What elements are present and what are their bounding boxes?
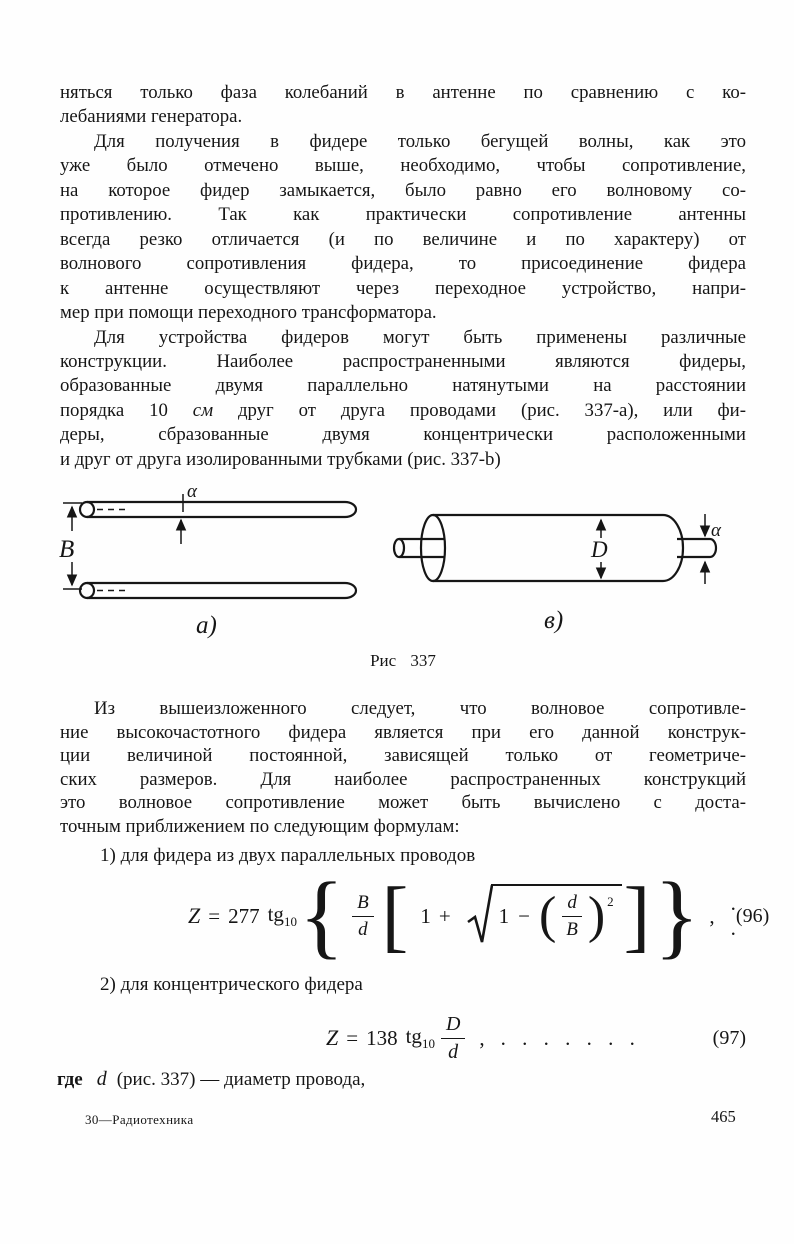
formula97-function (406, 1024, 435, 1052)
bottom-wire (87, 583, 356, 598)
exponent-2: 2 (607, 894, 614, 909)
text-line: деры, сбразованные двумя концентрически расположенными (60, 424, 746, 446)
equals-sign: = (346, 1025, 359, 1050)
fraction-b-over-d (352, 892, 374, 941)
list-item-2: 2) для концентрического фидера (100, 974, 363, 995)
formula97-z: Z (326, 1025, 339, 1050)
signature-mark: 30—Радиотехника (85, 1112, 194, 1127)
fig-a-caption: а) (196, 612, 217, 639)
comma: , (709, 903, 715, 928)
fn-subscript: 10 (421, 1036, 435, 1052)
radicand: 1 − ( $\frac{d}{B}$ ) 2 (491, 884, 622, 942)
square-root (467, 884, 622, 948)
text-line: на которое фидер замыкается, было равно его волновому со- (60, 179, 746, 201)
fraction-d-over-b (562, 892, 582, 941)
text-line: Из вышеизложенного следует, что волновое сопротивле- (94, 698, 746, 719)
equation-number-97: (97) (712, 1026, 746, 1049)
comma: , (479, 1025, 485, 1050)
formula97-coefficient: 138 (366, 1025, 398, 1050)
top-wire-end (80, 502, 94, 517)
text-line: уже было отмечено выше, необходимо, чтобы сопротивление, (60, 155, 746, 177)
outer-tube-end-face (421, 515, 445, 581)
dot-leaders: . . . . . . . (500, 1025, 635, 1050)
text-line: всегда резко отличается (и по величине и по характеру) от (60, 228, 746, 250)
fn-name: tg (267, 901, 284, 926)
formula96-z: Z (188, 903, 201, 928)
minus-sign: − (518, 903, 530, 928)
text-line: Для получения в фидере только бегущей волны, как это (94, 130, 746, 152)
text-span: друг от друга проводами (рис. 337-а), или фи- (237, 399, 746, 421)
where-clause (57, 1068, 746, 1091)
denominator: d (448, 1040, 459, 1063)
fn-subscript: 10 (283, 914, 297, 930)
figure-337 (55, 478, 750, 643)
text-line: мер при помощи переходного трансформатора. (60, 302, 437, 324)
dot-leaders: . . (730, 891, 736, 940)
where-word: где (57, 1069, 83, 1090)
text-line: конструкции. Наиболее распространенными являются фидеры, (60, 350, 746, 372)
denominator: d (358, 918, 368, 940)
formula96-coefficient: 277 (228, 903, 260, 928)
text-line (60, 399, 746, 423)
numerator: B (352, 892, 374, 917)
one: 1 (420, 903, 431, 928)
text-line: образованные двумя параллельно натянутыми на расстоянии (60, 375, 746, 397)
paragraphs-bottom (60, 697, 746, 839)
text-line: ских размеров. Для наиболее распространенных конструкций (60, 768, 746, 790)
figure-caption: Рис 337 (370, 651, 436, 670)
radical-sign (467, 884, 493, 948)
text-line: Для устройства фидеров могут быть применены различные (94, 326, 746, 348)
bottom-wire-end (80, 583, 94, 598)
text-line: ции величиной постоянной, зависящей только от геометриче- (60, 745, 746, 767)
text-line: лебаниями генератора. (60, 106, 243, 128)
list-item-1: 1) для фидера из двух параллельных проводов (100, 845, 476, 866)
where-text: (рис. 337) — диаметр провода, (116, 1069, 366, 1090)
outer-tube (433, 515, 683, 581)
text-line: к антенне осуществляют через переходное устройство, напри- (60, 277, 746, 299)
fn-name: tg (405, 1023, 422, 1048)
numerator: D (441, 1013, 465, 1039)
denominator: B (566, 918, 578, 940)
text-line: противлению. Так как практически сопротивление антенны (60, 204, 746, 226)
page-number: 465 (711, 1107, 736, 1126)
paragraphs-top (60, 81, 746, 472)
variable-d: d (96, 1068, 107, 1090)
text-line: няться только фаза колебаний в антенне по сравнению с ко- (60, 82, 746, 103)
inner-wire-left-cap (394, 539, 404, 557)
formula96-function (268, 902, 297, 930)
text-line: это волновое сопротивление может быть вычислено с доста- (60, 792, 746, 814)
numerator: d (562, 892, 582, 917)
text-line: и друг от друга изолированными трубками (рис. 337-b) (60, 448, 501, 470)
fig-b-caption: в) (544, 607, 564, 634)
fig-a-parallel-wires (59, 481, 356, 639)
top-wire (87, 502, 356, 517)
text-span: порядка 10 (60, 399, 168, 421)
fig-a-b-label: B (59, 536, 75, 563)
fig-b-d-label: D (591, 537, 608, 562)
text-line: точным приближением по следующим формулам: (60, 815, 460, 837)
formula-97 (60, 1006, 746, 1070)
text-line: ние высокочастотного фидера является при его данной конструк- (60, 721, 746, 743)
equation-number-96: (96) (735, 904, 770, 927)
fraction-D-over-d (441, 1013, 465, 1064)
equals-sign: = (208, 903, 221, 928)
fig-a-alpha-label: α (187, 481, 197, 502)
text-line: волнового сопротивления фидера, то присоединение фидера (60, 253, 746, 275)
plus-sign: + (438, 903, 451, 928)
one: 1 (498, 903, 510, 928)
fig-b-alpha-label: α (711, 520, 721, 541)
unit-cm: см (192, 399, 214, 421)
formula-96: Z = 277 $tg_{10}$ { $\frac{B}{d}$ [ 1 + 1 − ( $\frac{d}{B}$ ) 2 ] } , . . (96) (188, 864, 770, 968)
fig-b-coaxial-feeder (394, 514, 722, 634)
